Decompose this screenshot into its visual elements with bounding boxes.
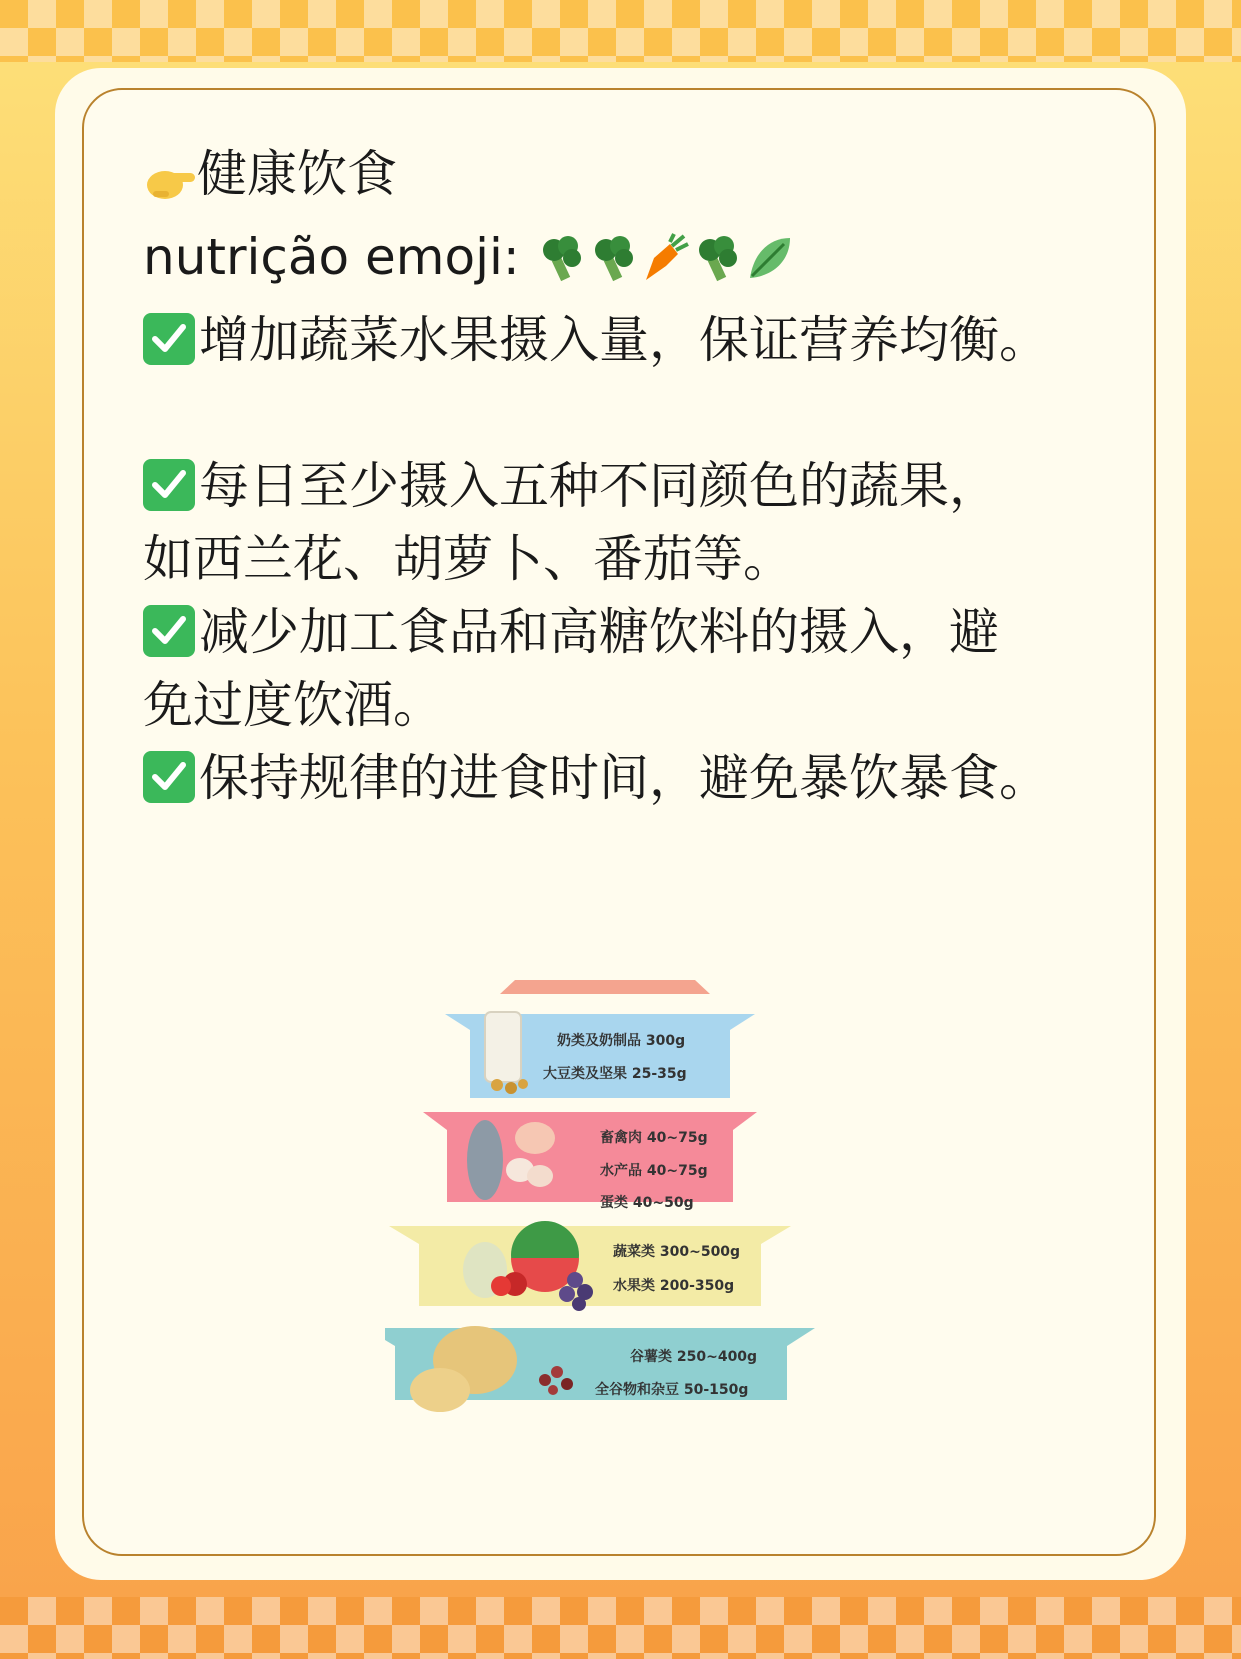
pointing-hand-icon — [143, 148, 197, 221]
tip-2-text-line1: 每日至少摄入五种不同颜色的蔬果， — [199, 457, 999, 515]
tip-3-text-line1: 减少加工食品和高糖饮料的摄入，避 — [199, 603, 999, 661]
check-mark-icon — [143, 605, 195, 657]
checker-border-top — [0, 0, 1241, 62]
page-title: 健康饮食 — [197, 145, 397, 203]
broccoli-icon — [692, 231, 744, 304]
tip-2 — [143, 450, 1143, 523]
emoji-line — [143, 221, 1143, 304]
tier-meat-line1: 畜禽肉 40~75g — [600, 1130, 708, 1146]
tier-meat-line2: 水产品 40~75g — [600, 1163, 708, 1179]
check-mark-icon — [143, 751, 195, 803]
tier-veg-line1: 蔬菜类 300~500g — [613, 1244, 741, 1260]
tip-4-text: 保持规律的进食时间，避免暴饮暴食。 — [199, 749, 1049, 807]
carrot-icon — [640, 231, 692, 304]
check-mark-icon — [143, 313, 195, 365]
tier-meat-line3: 蛋类 40~50g — [600, 1195, 694, 1211]
checker-border-bottom — [0, 1597, 1241, 1659]
tier-grain-line1: 谷薯类 250~400g — [630, 1349, 758, 1365]
emoji-line-label: nutrição emoji: — [143, 228, 520, 286]
broccoli-icon — [536, 231, 588, 304]
tier-dairy-line2: 大豆类及坚果 25-35g — [543, 1066, 687, 1082]
food-pyramid-illustration — [385, 980, 865, 1480]
title-line — [143, 138, 1143, 221]
tier-dairy-line1: 奶类及奶制品 300g — [557, 1033, 686, 1049]
tier-veg-line2: 水果类 200-350g — [613, 1278, 735, 1294]
tip-4 — [143, 742, 1143, 815]
check-mark-icon — [143, 459, 195, 511]
content — [143, 138, 1143, 815]
tip-1 — [143, 304, 1143, 377]
leafy-green-icon — [744, 231, 796, 304]
tip-3-text-line2: 免过度饮酒。 — [143, 676, 443, 734]
tier-grain-line2: 全谷物和杂豆 50-150g — [595, 1382, 749, 1398]
tip-1-text: 增加蔬菜水果摄入量，保证营养均衡。 — [199, 311, 1049, 369]
spacer — [143, 377, 1143, 450]
tip-2-text-line2: 如西兰花、胡萝卜、番茄等。 — [143, 530, 793, 588]
tip-3 — [143, 596, 1143, 669]
broccoli-icon — [588, 231, 640, 304]
